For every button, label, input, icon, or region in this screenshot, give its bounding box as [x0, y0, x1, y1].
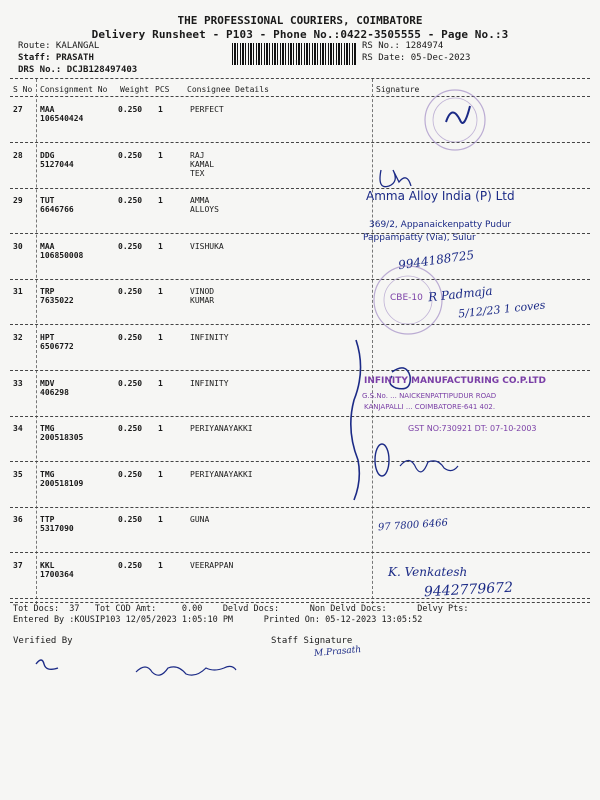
- col-consignee: Consignee Details: [187, 85, 269, 94]
- cell-consignment: TTP 5317090: [40, 515, 74, 533]
- rs-date: RS Date: 05-Dec-2023: [362, 53, 471, 63]
- cell-weight: 0.250: [118, 105, 143, 114]
- cell-sno: 34: [13, 424, 23, 433]
- signature-mark: [380, 170, 411, 187]
- entered-by-line: Entered By :KOUSIP103 12/05/2023 1:05:10 PM Printed On: 05-12-2023 13:05:52: [13, 615, 423, 625]
- signature-mark: [400, 460, 458, 471]
- row31-signature: R Padmaja: [427, 283, 494, 305]
- cell-weight: 0.250: [118, 561, 143, 570]
- staff-label: Staff: PRASATH: [18, 53, 94, 63]
- cell-sno: 32: [13, 333, 23, 342]
- cell-pcs: 1: [158, 515, 163, 524]
- staff-signature-label: Staff Signature: [271, 636, 353, 646]
- cell-consignee: GUNA: [190, 515, 210, 524]
- cell-pcs: 1: [158, 105, 163, 114]
- row31-date: 5/12/23 1 coves: [457, 298, 547, 321]
- row30-phone: 9944188725: [397, 247, 475, 273]
- runsheet-subtitle: Delivery Runsheet - P103 - Phone No.:0422-3505555 - Page No.:3: [91, 28, 509, 41]
- cell-weight: 0.250: [118, 242, 143, 251]
- cell-pcs: 1: [158, 242, 163, 251]
- cell-sno: 33: [13, 379, 23, 388]
- cell-consignee: PERIYANAYAKKI: [190, 424, 253, 433]
- cell-sno: 30: [13, 242, 23, 251]
- cell-weight: 0.250: [118, 470, 143, 479]
- cell-weight: 0.250: [118, 379, 143, 388]
- infinity-stamp-addr2: KANJAPALLI ... COIMBATORE-641 402.: [364, 403, 496, 411]
- cell-weight: 0.250: [118, 515, 143, 524]
- signature-mark: [446, 106, 470, 123]
- col-weight: Weight: [120, 85, 149, 94]
- cell-consignment: KKL 1700364: [40, 561, 74, 579]
- cell-pcs: 1: [158, 470, 163, 479]
- row31-stamp-text: CBE-10: [390, 293, 423, 303]
- amma-stamp-addr2: Pappampatty (Via), Sulur: [363, 233, 476, 243]
- staff-signature-hand: M.Prasath: [313, 644, 362, 660]
- cell-consignee: VEERAPPAN: [190, 561, 234, 570]
- cell-consignment: MDV 406298: [40, 379, 69, 397]
- cell-weight: 0.250: [118, 333, 143, 342]
- infinity-stamp-gst: GST NO:730921 DT: 07-10-2003: [408, 424, 537, 433]
- cell-pcs: 1: [158, 196, 163, 205]
- cell-consignment: TMG 200518109: [40, 470, 84, 488]
- signature-mark: [375, 444, 389, 476]
- cell-consignment: HPT 6506772: [40, 333, 74, 351]
- cell-consignee: INFINITY: [190, 333, 229, 342]
- cell-pcs: 1: [158, 379, 163, 388]
- cell-sno: 28: [13, 151, 23, 160]
- cell-weight: 0.250: [118, 151, 143, 160]
- cell-consignee: VINOD KUMAR: [190, 287, 215, 305]
- cell-consignee: INFINITY: [190, 379, 229, 388]
- row37-phone: 9442779672: [423, 579, 514, 601]
- divider: [10, 602, 590, 603]
- signature-mark: [351, 340, 361, 500]
- cell-consignment: MAA 106540424: [40, 105, 84, 123]
- cell-consignee: VISHUKA: [190, 242, 224, 251]
- row36-phone: 97 7800 6466: [377, 517, 449, 534]
- cell-sno: 31: [13, 287, 23, 296]
- cell-weight: 0.250: [118, 196, 143, 205]
- cell-sno: 36: [13, 515, 23, 524]
- cell-pcs: 1: [158, 287, 163, 296]
- stamp-circle: [425, 90, 485, 150]
- cell-consignment: DDG 5127044: [40, 151, 74, 169]
- company-title: THE PROFESSIONAL COURIERS, COIMBATORE: [177, 14, 423, 27]
- cell-pcs: 1: [158, 333, 163, 342]
- cell-consignee: RAJ KAMAL TEX: [190, 151, 215, 178]
- cell-consignment: TRP 7635022: [40, 287, 74, 305]
- cell-consignment: TMG 200518305: [40, 424, 84, 442]
- cell-sno: 37: [13, 561, 23, 570]
- route-label: Route: KALANGAL: [18, 41, 100, 51]
- row37-signature: K. Venkatesh: [388, 565, 468, 579]
- cell-pcs: 1: [158, 424, 163, 433]
- col-pcs: PCS: [155, 85, 170, 94]
- cell-consignee: PERIYANAYAKKI: [190, 470, 253, 479]
- cell-weight: 0.250: [118, 424, 143, 433]
- cell-consignment: TUT 6646766: [40, 196, 74, 214]
- col-consignment: Consignment No: [40, 85, 108, 94]
- stamp-circle: [433, 98, 477, 142]
- col-sno: S No: [13, 85, 33, 94]
- cell-sno: 35: [13, 470, 23, 479]
- col-signature: Signature: [376, 85, 420, 94]
- cell-pcs: 1: [158, 561, 163, 570]
- cell-sno: 29: [13, 196, 23, 205]
- cell-consignee: AMMA ALLOYS: [190, 196, 219, 214]
- infinity-stamp-name: INFINITY MANUFACTURING CO.P.LTD: [364, 376, 546, 386]
- cell-pcs: 1: [158, 151, 163, 160]
- cell-sno: 27: [13, 105, 23, 114]
- amma-stamp-addr1: 369/2, Appanaickenpatty Pudur: [369, 220, 512, 230]
- cell-consignee: PERFECT: [190, 105, 224, 114]
- infinity-stamp-addr1: G.S.No. ... NAICKENPATTIPUDUR ROAD: [362, 392, 497, 400]
- cell-weight: 0.250: [118, 287, 143, 296]
- verified-signature: [136, 666, 236, 675]
- rs-number: RS No.: 1284974: [362, 41, 444, 51]
- verified-by-label: Verified By: [13, 636, 73, 646]
- verified-mark: [36, 660, 58, 669]
- totals-line: Tot Docs: 37 Tot COD Amt: 0.00 Delvd Docs: Non Delvd Docs: Delvy Pts:: [13, 604, 469, 614]
- amma-stamp-name: Amma Alloy India (P) Ltd: [366, 189, 515, 203]
- drs-number: DRS No.: DCJB128497403: [18, 65, 138, 75]
- cell-consignment: MAA 106850008: [40, 242, 84, 260]
